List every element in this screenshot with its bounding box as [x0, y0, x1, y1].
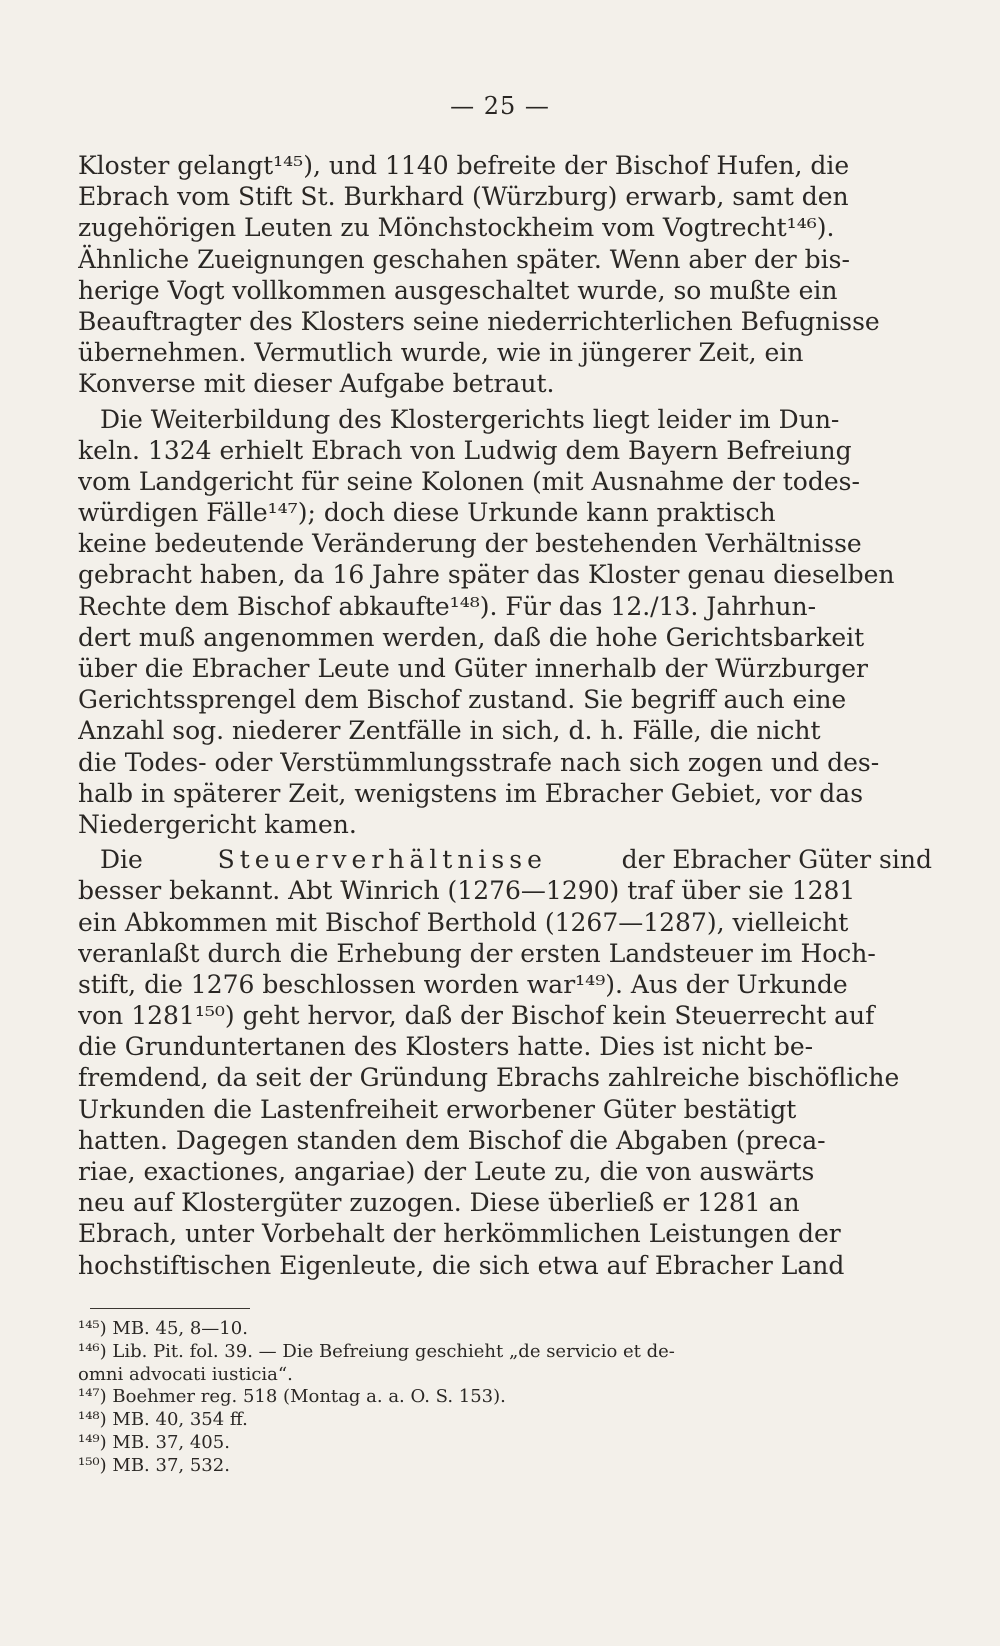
- text-line: fremdend, da seit der Gründung Ebrachs zahlreiche bischöfliche: [78, 1063, 900, 1093]
- text-line: riae, exactiones, angariae) der Leute zu, die von auswärts: [78, 1157, 815, 1186]
- text-line: Ebrach vom Stift St. Burkhard (Würzburg) erwarb, samt den: [78, 182, 849, 212]
- text-line: Konverse mit dieser Aufgabe betraut.: [78, 369, 555, 399]
- footnote: ¹⁴⁹) MB. 37, 405.: [78, 1431, 230, 1453]
- text-line: besser bekannt. Abt Winrich (1276—1290) traf über sie 1281: [78, 876, 856, 906]
- text-line: halb in späterer Zeit, wenigstens im Ebracher Gebiet, vor das: [78, 778, 864, 808]
- text-line: hatten. Dagegen standen dem Bischof die Abgaben (preca-: [78, 1125, 826, 1155]
- footnote-continuation: omni advocati iusticia“.: [78, 1363, 293, 1385]
- text-line: die Grunduntertanen des Klosters hatte. Dies ist nicht be-: [78, 1032, 814, 1062]
- footnote: ¹⁴⁵) MB. 45, 8—10.: [78, 1318, 248, 1339]
- text-line: Rechte dem Bischof abkaufte¹⁴⁸). Für das 12./13. Jahrhun-: [78, 591, 817, 621]
- text-line: ein Abkommen mit Bischof Berthold (1267—1287), vielleicht: [78, 907, 849, 937]
- text-line: von 1281¹⁵⁰) geht hervor, daß der Bischof kein Steuerrecht auf: [78, 1001, 875, 1031]
- text-line: Urkunden die Lastenfreiheit erworbener Güter bestätigt: [78, 1094, 797, 1124]
- footnote: ¹⁵⁰) MB. 37, 532.: [78, 1454, 230, 1476]
- footnotes: [78, 1318, 838, 1478]
- text-line: herige Vogt vollkommen ausgeschaltet wurde, so mußte ein: [78, 275, 838, 305]
- footnote-divider: [90, 1308, 250, 1309]
- text-line: neu auf Klostergüter zuzogen. Diese überließ er 1281 an: [78, 1188, 800, 1218]
- text-line: keine bedeutende Veränderung der bestehenden Verhältnisse: [78, 529, 862, 559]
- text-line: Gerichtssprengel dem Bischof zustand. Sie begriff auch eine: [78, 685, 847, 715]
- text-line: gebracht haben, da 16 Jahre später das Kloster genau dieselben: [78, 560, 895, 590]
- text-line: die Todes- oder Verstümmlungsstrafe nach sich zogen und des-: [78, 747, 880, 777]
- text-line: übernehmen. Vermutlich wurde, wie in jüngerer Zeit, ein: [78, 338, 804, 368]
- text-line: hochstiftischen Eigenleute, die sich etwa auf Ebracher Land: [78, 1250, 845, 1280]
- text-line: stift, die 1276 beschlossen worden war¹⁴⁹). Aus der Urkunde: [78, 969, 848, 999]
- page-number: — 25 —: [450, 92, 550, 120]
- text-line: würdigen Fälle¹⁴⁷); doch diese Urkunde kann praktisch: [78, 498, 776, 528]
- text-line: über die Ebracher Leute und Güter innerhalb der Würzburger: [78, 654, 868, 683]
- text-line: zugehörigen Leuten zu Mönchstockheim vom Vogtrecht¹⁴⁶).: [78, 213, 835, 243]
- text-line: Kloster gelangt¹⁴⁵), und 1140 befreite der Bischof Hufen, die: [78, 151, 850, 180]
- text-line: Die Weiterbildung des Klostergerichts liegt leider im Dun-: [100, 404, 840, 434]
- text-line: vom Landgericht für seine Kolonen (mit Ausnahme der todes-: [78, 466, 860, 496]
- text-line: keln. 1324 erhielt Ebrach von Ludwig dem Bayern Befreiung: [78, 435, 852, 465]
- text-line: veranlaßt durch die Erhebung der ersten Landsteuer im Hoch-: [78, 938, 876, 968]
- text-line: Niedergericht kamen.: [78, 809, 357, 839]
- steuer-prefix: Die: [100, 845, 143, 875]
- text-line-steuer: [78, 844, 932, 875]
- text-line: dert muß angenommen werden, daß die hohe Gerichtsbarkeit: [78, 622, 865, 652]
- body-text: [78, 150, 932, 1281]
- text-line: Anzahl sog. niederer Zentfälle in sich, d. h. Fälle, die nicht: [78, 716, 821, 746]
- footnote: ¹⁴⁷) Boehmer reg. 518 (Montag a. a. O. S. 153).: [78, 1386, 506, 1408]
- text-line: Beauftragter des Klosters seine niederrichterlichen Befugnisse: [78, 306, 880, 336]
- text-line: Ähnliche Zueignungen geschahen später. Wenn aber der bis-: [78, 244, 850, 274]
- text-line: Ebrach, unter Vorbehalt der herkömmlichen Leistungen der: [78, 1219, 841, 1249]
- steuer-spaced-word: Steuerverhältnisse: [217, 845, 547, 875]
- steuer-suffix: der Ebracher Güter sind: [621, 845, 932, 875]
- footnote: ¹⁴⁸) MB. 40, 354 ff.: [78, 1409, 248, 1431]
- footnote: ¹⁴⁶) Lib. Pit. fol. 39. — Die Befreiung geschieht „de servicio et de-: [78, 1340, 675, 1362]
